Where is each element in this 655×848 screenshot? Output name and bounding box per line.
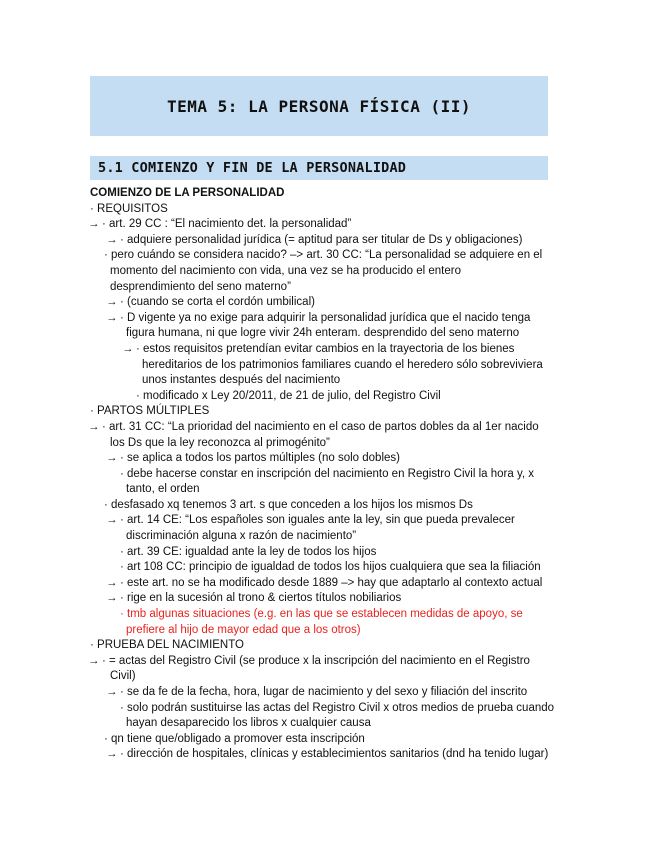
- note-line: [90, 358, 560, 374]
- note-line: [90, 701, 560, 717]
- note-line: [90, 607, 560, 623]
- note-text: · se aplica a todos los partos múltiples (no solo dobles): [120, 452, 400, 465]
- note-text: los Ds que la ley reconozca al primogénito”: [110, 436, 330, 449]
- arrow-right-icon: →: [106, 514, 118, 527]
- note-text: discriminación alguna x razón de nacimiento”: [126, 530, 357, 543]
- note-line: [90, 264, 560, 280]
- note-line: [90, 545, 560, 561]
- note-text: · PRUEBA DEL NACIMIENTO: [90, 639, 245, 652]
- arrow-right-icon: →: [122, 342, 134, 355]
- note-line: [90, 326, 560, 342]
- arrow-right-icon: →: [106, 311, 118, 324]
- arrow-right-icon: →: [88, 654, 100, 667]
- note-text: · estos requisitos pretendían evitar cambios en la trayectoria de los bienes: [136, 342, 515, 355]
- note-line: [90, 638, 560, 654]
- note-line: [90, 389, 560, 405]
- note-text: · debe hacerse constar en inscripción del nacimiento en Registro Civil la hora y, x: [120, 467, 534, 480]
- note-text: · adquiere personalidad jurídica (= aptitud para ser titular de Ds y obligaciones): [120, 233, 523, 246]
- note-text: · art. 14 CE: “Los españoles son iguales ante la ley, sin que pueda prevalecer: [120, 514, 515, 527]
- note-line: [90, 436, 560, 452]
- arrow-right-icon: →: [88, 218, 100, 231]
- arrow-right-icon: →: [88, 420, 100, 433]
- arrow-right-icon: →: [106, 748, 118, 761]
- note-text: unos instantes después del nacimiento: [142, 374, 341, 387]
- note-text: · art. 39 CE: igualdad ante la ley de todos los hijos: [120, 545, 377, 558]
- note-text: · D vigente ya no exige para adquirir la personalidad jurídica que el nacido tenga: [120, 311, 531, 324]
- note-line: [90, 623, 560, 639]
- arrow-right-icon: →: [106, 452, 118, 465]
- note-line: [90, 529, 560, 545]
- note-line: [90, 342, 560, 358]
- note-line: [90, 716, 560, 732]
- note-line: [90, 202, 560, 218]
- note-text: · art. 29 CC : “El nacimiento det. la personalidad”: [102, 218, 352, 231]
- arrow-right-icon: →: [106, 576, 118, 589]
- note-text: hayan desaparecido los libros x cualquier causa: [126, 717, 371, 730]
- note-line: [90, 669, 560, 685]
- note-text: · se da fe de la fecha, hora, lugar de nacimiento y del sexo y filiación del inscrito: [120, 686, 528, 698]
- note-text: · dirección de hospitales, clínicas y establecimientos sanitarios (dnd ha tenido lugar): [120, 748, 549, 761]
- note-line: [90, 732, 560, 748]
- arrow-right-icon: →: [106, 592, 118, 605]
- arrow-right-icon: →: [106, 686, 118, 698]
- note-line: [90, 420, 560, 436]
- note-line: [90, 248, 560, 264]
- note-text: · (cuando se corta el cordón umbilical): [120, 296, 315, 309]
- note-line: [90, 233, 560, 249]
- note-text: · art 108 CC: principio de igualdad de todos los hijos cualquiera que sea la filiación: [120, 561, 541, 574]
- note-text: figura humana, ni que logre vivir 24h enteram. desprendido del seno materno: [126, 327, 520, 340]
- note-line: [90, 576, 560, 592]
- note-text: · este art. no se ha modificado desde 1889 –> hay que adaptarlo al contexto actual: [120, 576, 543, 589]
- title-box: [90, 76, 548, 136]
- section-title: 5.1 COMIENZO Y FIN DE LA PERSONALIDAD: [98, 160, 407, 176]
- note-text: · REQUISITOS: [90, 202, 168, 215]
- note-text: · art. 31 CC: “La prioridad del nacimiento en el caso de partos dobles da al 1er nacido: [102, 420, 539, 433]
- note-line: [90, 482, 560, 498]
- note-line: [90, 560, 560, 576]
- note-text: · solo podrán sustituirse las actas del Registro Civil x otros medios de prueba cuando: [120, 701, 555, 714]
- note-line: [90, 280, 560, 296]
- note-text: · PARTOS MÚLTIPLES: [90, 405, 210, 418]
- notes-body: [90, 186, 560, 763]
- note-text: COMIENZO DE LA PERSONALIDAD: [90, 187, 285, 199]
- note-line: [90, 513, 560, 529]
- note-line: [90, 467, 560, 483]
- note-line: [90, 295, 560, 311]
- note-text: · tmb algunas situaciones (e.g. en las que se establecen medidas de apoyo, se: [120, 608, 523, 621]
- note-text: prefiere al hijo de mayor edad que a los otros): [126, 623, 361, 636]
- note-text: · pero cuándo se considera nacido? –> art. 30 CC: “La personalidad se adquiere en el: [104, 249, 543, 262]
- note-line: [90, 498, 560, 514]
- page-title: TEMA 5: LA PERSONA FÍSICA (II): [167, 96, 471, 116]
- note-text: · qn tiene que/obligado a promover esta inscripción: [104, 732, 365, 745]
- note-line: [90, 404, 560, 420]
- note-text: momento del nacimiento con vida, una vez se ha producido el entero: [110, 264, 461, 277]
- note-text: · desfasado xq tenemos 3 art. s que conceden a los hijos los mismos Ds: [104, 498, 473, 511]
- arrow-right-icon: →: [106, 233, 118, 246]
- note-text: desprendimiento del seno materno”: [110, 280, 291, 293]
- note-text: hereditarios de los patrimonios familiares cuando el heredero sólo sobreviviera: [142, 358, 543, 371]
- note-line: [90, 217, 560, 233]
- note-line: [90, 373, 560, 389]
- note-line: [90, 311, 560, 327]
- note-line: [90, 451, 560, 467]
- note-line: [90, 654, 560, 670]
- note-text: · = actas del Registro Civil (se produce x la inscripción del nacimiento en el Registro: [102, 654, 530, 667]
- note-line: [90, 685, 560, 701]
- note-line: [90, 747, 560, 763]
- section-header: [90, 156, 548, 180]
- note-text: · rige en la sucesión al trono & ciertos títulos nobiliarios: [120, 592, 402, 605]
- note-text: Civil): [110, 670, 136, 683]
- note-line: [90, 186, 560, 202]
- note-line: [90, 591, 560, 607]
- note-text: · modificado x Ley 20/2011, de 21 de julio, del Registro Civil: [136, 389, 441, 402]
- arrow-right-icon: →: [106, 296, 118, 309]
- note-text: tanto, el orden: [126, 483, 200, 496]
